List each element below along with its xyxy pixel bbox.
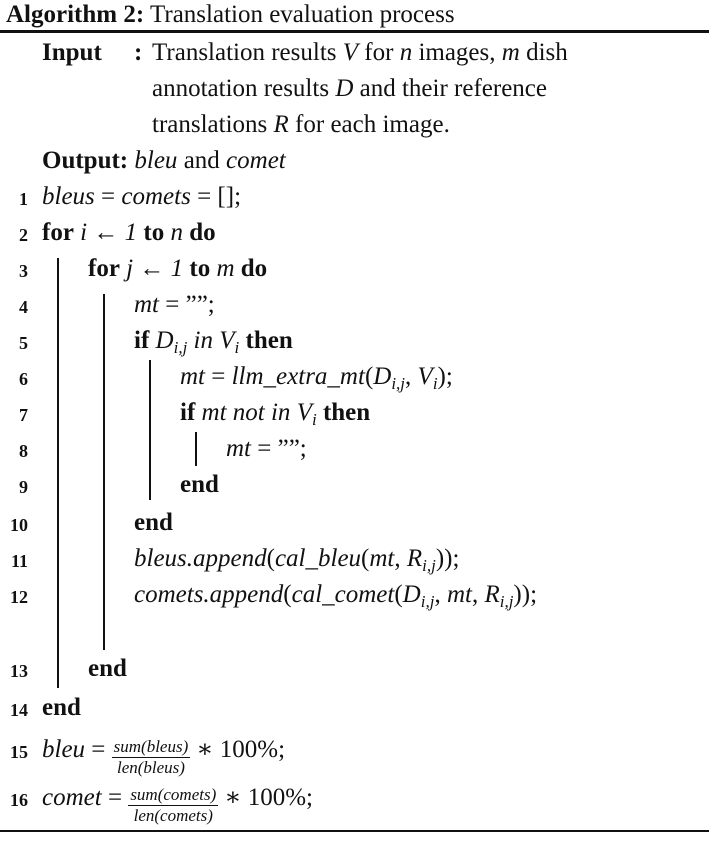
- line-number: 9: [19, 477, 28, 497]
- code-line-14: end: [42, 694, 81, 721]
- line-number: 13: [10, 661, 28, 681]
- code-line-15: bleu = $\frac{\text{sum(bleus)}}{\text{len(bleus)}}$ ∗ 100%;: [42, 736, 286, 777]
- line-number: 11: [10, 551, 28, 571]
- code-line-6: mt = $llm\_extra\_mt(D_{i,j}$, $V_i$);: [180, 363, 453, 393]
- input-line-3: translations R for each image.: [152, 111, 450, 138]
- code-line-12: $comets.append(cal\_comet(D_{i,j}$, mt, $R_{i,j}$));: [134, 581, 538, 611]
- algorithm-label: Algorithm 2:: [6, 1, 145, 28]
- fraction-comet: $\frac{\text{sum(comets)}}{\text{len(comets)}}$: [130, 785, 217, 825]
- code-line-3: for j ← 1 to m do: [88, 255, 268, 282]
- code-line-10: end: [134, 509, 173, 536]
- block-bar-inner-for: [103, 294, 105, 650]
- line-number: 16: [10, 790, 28, 810]
- line-number: 10: [10, 515, 28, 535]
- algorithm-caption: [6, 2, 455, 27]
- line-number: 14: [10, 700, 28, 720]
- line-number: 5: [19, 333, 28, 353]
- output-line: Output: bleu and comet: [42, 147, 286, 174]
- code-line-11: bleus.append(cal_bleu(mt, $R_{i,j}$));: [134, 545, 460, 575]
- algorithm-title: Translation evaluation process: [149, 1, 455, 28]
- code-line-5: if $D_{i,j}$ in $V_i$ then: [134, 327, 293, 357]
- line-number: 15: [10, 742, 28, 762]
- code-line-4: mt = ””;: [134, 291, 215, 318]
- line-number: 4: [19, 297, 28, 317]
- code-line-8: mt = ””;: [226, 435, 307, 462]
- input-label: Input: [42, 39, 102, 66]
- code-line-2: for i ← 1 to n do: [42, 219, 216, 246]
- line-number: 8: [19, 441, 28, 461]
- line-number: 3: [19, 261, 28, 281]
- block-bar-if-inner: [195, 432, 197, 466]
- output-label: Output:: [42, 147, 129, 174]
- line-number: 12: [10, 587, 28, 607]
- line-number: 6: [19, 369, 28, 389]
- line-number: 2: [19, 225, 28, 245]
- code-line-9: end: [180, 471, 219, 498]
- top-rule: [0, 30, 709, 33]
- code-line-13: end: [88, 655, 127, 682]
- code-line-1: bleus = comets = [];: [42, 183, 242, 210]
- line-number: 7: [19, 405, 28, 425]
- input-line-2: annotation results D and their reference: [152, 75, 547, 102]
- fraction-bleu: $\frac{\text{sum(bleus)}}{\text{len(bleus)}}$: [113, 737, 189, 777]
- input-colon: :: [134, 39, 143, 66]
- code-line-7: if mt not in $V_i$ then: [180, 399, 371, 429]
- line-number: 1: [19, 189, 28, 209]
- bottom-rule: [0, 830, 709, 832]
- input-line-1: Translation results V for n images, m dish: [152, 39, 568, 66]
- block-bar-if-outer: [149, 360, 151, 500]
- code-line-16: comet = $\frac{\text{sum(comets)}}{\text{len(comets)}}$ ∗ 100%;: [42, 784, 313, 825]
- block-bar-outer-for: [57, 258, 59, 688]
